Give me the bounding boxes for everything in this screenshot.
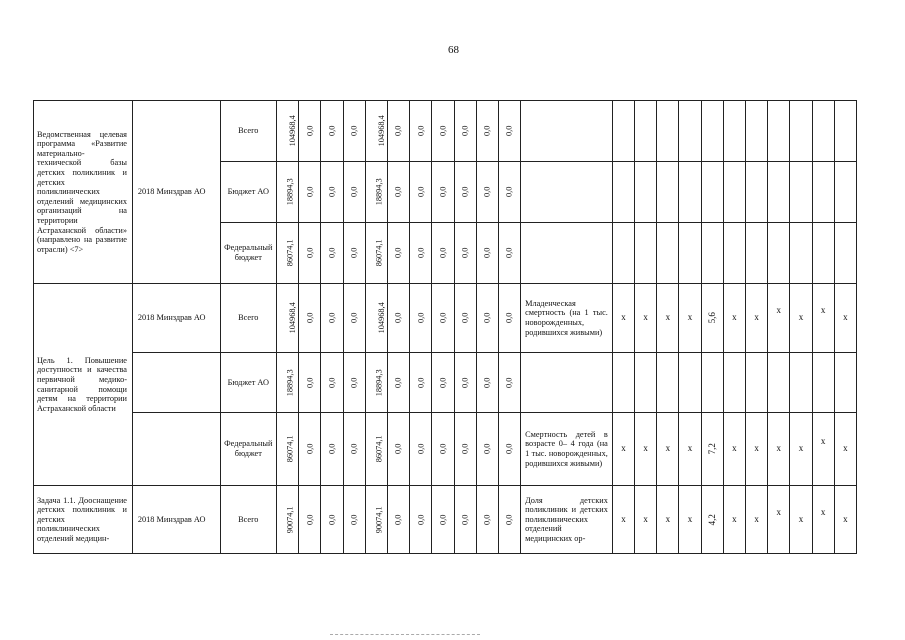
target-cell xyxy=(679,223,701,284)
value-cell: 0,0 xyxy=(387,353,409,413)
value-cell: 0,0 xyxy=(321,353,343,413)
value-cell: 104968,4 xyxy=(365,284,387,353)
target-cell: 5,6 xyxy=(701,284,723,353)
value-cell: 18894,3 xyxy=(365,353,387,413)
target-cell xyxy=(657,223,679,284)
goal-name-cell: Цель 1. Повышение доступности и качества первичной медико-санитарной помощи детям на территории Астраханской области xyxy=(34,284,133,486)
target-cell xyxy=(701,353,723,413)
value-cell: 0,0 xyxy=(454,101,476,162)
value-cell: 0,0 xyxy=(454,284,476,353)
target-cell: х xyxy=(768,413,790,486)
value-cell: 0,0 xyxy=(410,413,432,486)
target-cell: х xyxy=(612,486,634,554)
value-cell: 0,0 xyxy=(299,101,321,162)
value-cell: 0,0 xyxy=(498,353,520,413)
value-cell: 0,0 xyxy=(321,162,343,223)
target-cell: х xyxy=(790,486,812,554)
value-cell: 0,0 xyxy=(343,486,365,554)
target-cell: х xyxy=(679,413,701,486)
value-cell: 0,0 xyxy=(321,284,343,353)
target-cell: х xyxy=(834,284,856,353)
value-cell: 0,0 xyxy=(498,486,520,554)
value-cell: 0,0 xyxy=(476,353,498,413)
value-cell: 86074,1 xyxy=(365,413,387,486)
value-cell: 0,0 xyxy=(454,413,476,486)
value-cell: 0,0 xyxy=(299,284,321,353)
source-label: Бюджет АО xyxy=(220,162,276,223)
value-cell: 0,0 xyxy=(387,413,409,486)
table-row xyxy=(34,101,857,162)
value-cell: 0,0 xyxy=(299,413,321,486)
value-cell: 0,0 xyxy=(476,162,498,223)
target-cell xyxy=(812,223,834,284)
indicator-cell xyxy=(521,223,613,284)
value-cell: 90074,1 xyxy=(277,486,299,554)
year-executor-cell: 2018 Минздрав АО xyxy=(132,101,220,284)
value-cell: 0,0 xyxy=(498,162,520,223)
target-cell xyxy=(834,223,856,284)
value-cell: 0,0 xyxy=(454,223,476,284)
value-cell: 0,0 xyxy=(321,486,343,554)
target-cell: х xyxy=(812,486,834,554)
value-cell: 0,0 xyxy=(432,353,454,413)
target-cell xyxy=(679,162,701,223)
empty-cell xyxy=(132,353,220,413)
value-cell: 0,0 xyxy=(387,284,409,353)
target-cell xyxy=(679,101,701,162)
target-cell xyxy=(657,162,679,223)
value-cell: 0,0 xyxy=(410,284,432,353)
value-cell: 0,0 xyxy=(476,486,498,554)
value-cell: 0,0 xyxy=(343,162,365,223)
value-cell: 18894,3 xyxy=(277,162,299,223)
value-cell: 0,0 xyxy=(299,223,321,284)
target-cell xyxy=(790,353,812,413)
target-cell xyxy=(834,353,856,413)
target-cell: х xyxy=(612,284,634,353)
target-cell: х xyxy=(790,413,812,486)
target-cell xyxy=(723,353,745,413)
target-cell xyxy=(612,101,634,162)
target-cell: х xyxy=(723,486,745,554)
source-label: Федеральный бюджет xyxy=(220,223,276,284)
source-label: Федеральный бюджет xyxy=(220,413,276,486)
source-label: Бюджет АО xyxy=(220,353,276,413)
target-cell xyxy=(834,101,856,162)
value-cell: 0,0 xyxy=(410,101,432,162)
indicator-cell xyxy=(521,101,613,162)
target-cell: х xyxy=(679,284,701,353)
target-cell: х xyxy=(635,284,657,353)
target-cell: х xyxy=(834,486,856,554)
value-cell: 0,0 xyxy=(454,353,476,413)
table-row xyxy=(34,284,857,353)
target-cell xyxy=(612,162,634,223)
target-cell xyxy=(612,223,634,284)
target-cell xyxy=(768,162,790,223)
value-cell: 0,0 xyxy=(410,223,432,284)
indicator-cell xyxy=(521,162,613,223)
value-cell: 0,0 xyxy=(432,162,454,223)
value-cell: 18894,3 xyxy=(365,162,387,223)
value-cell: 0,0 xyxy=(432,284,454,353)
target-cell: х xyxy=(657,413,679,486)
value-cell: 0,0 xyxy=(476,284,498,353)
value-cell: 0,0 xyxy=(454,162,476,223)
value-cell: 0,0 xyxy=(387,162,409,223)
target-cell xyxy=(768,223,790,284)
value-cell: 90074,1 xyxy=(365,486,387,554)
target-cell: х xyxy=(657,284,679,353)
value-cell: 0,0 xyxy=(432,101,454,162)
target-cell xyxy=(790,162,812,223)
value-cell: 0,0 xyxy=(410,162,432,223)
value-cell: 0,0 xyxy=(343,284,365,353)
target-cell xyxy=(635,353,657,413)
value-cell: 0,0 xyxy=(321,101,343,162)
value-cell: 0,0 xyxy=(299,162,321,223)
indicator-cell: Младенческая смертность (на 1 тыс. новорожденных, родившихся живыми) xyxy=(521,284,613,353)
target-cell: х xyxy=(812,413,834,486)
target-cell xyxy=(701,223,723,284)
value-cell: 86074,1 xyxy=(277,223,299,284)
value-cell: 0,0 xyxy=(299,353,321,413)
value-cell: 0,0 xyxy=(387,223,409,284)
target-cell xyxy=(701,162,723,223)
value-cell: 0,0 xyxy=(432,223,454,284)
value-cell: 0,0 xyxy=(498,101,520,162)
target-cell xyxy=(701,101,723,162)
target-cell xyxy=(635,162,657,223)
target-cell xyxy=(834,162,856,223)
target-cell xyxy=(745,101,767,162)
value-cell: 104968,4 xyxy=(277,101,299,162)
target-cell: х xyxy=(745,413,767,486)
target-cell xyxy=(745,353,767,413)
value-cell: 104968,4 xyxy=(365,101,387,162)
value-cell: 0,0 xyxy=(410,353,432,413)
value-cell: 0,0 xyxy=(321,223,343,284)
value-cell: 18894,3 xyxy=(277,353,299,413)
value-cell: 0,0 xyxy=(498,223,520,284)
target-cell: х xyxy=(635,413,657,486)
scan-artifact xyxy=(330,634,480,637)
value-cell: 104968,4 xyxy=(277,284,299,353)
target-cell: х xyxy=(745,284,767,353)
target-cell xyxy=(768,101,790,162)
target-cell: х xyxy=(745,486,767,554)
value-cell: 0,0 xyxy=(387,101,409,162)
target-cell: х xyxy=(812,284,834,353)
source-label: Всего xyxy=(220,101,276,162)
table-row xyxy=(34,413,857,486)
target-cell xyxy=(723,162,745,223)
table-row xyxy=(34,353,857,413)
target-cell: х xyxy=(768,284,790,353)
target-cell xyxy=(657,101,679,162)
year-executor-cell: 2018 Минздрав АО xyxy=(132,284,220,353)
target-cell xyxy=(635,223,657,284)
source-label: Всего xyxy=(220,284,276,353)
target-cell: х xyxy=(635,486,657,554)
value-cell: 0,0 xyxy=(387,486,409,554)
target-cell: 4,2 xyxy=(701,486,723,554)
budget-table xyxy=(33,100,857,554)
target-cell xyxy=(790,223,812,284)
target-cell xyxy=(812,101,834,162)
page-number: 68 xyxy=(448,44,459,56)
value-cell: 0,0 xyxy=(476,223,498,284)
target-cell: х xyxy=(679,486,701,554)
value-cell: 0,0 xyxy=(432,486,454,554)
value-cell: 0,0 xyxy=(321,413,343,486)
value-cell: 0,0 xyxy=(299,486,321,554)
target-cell: х xyxy=(657,486,679,554)
value-cell: 0,0 xyxy=(343,353,365,413)
target-cell xyxy=(812,353,834,413)
value-cell: 0,0 xyxy=(343,223,365,284)
value-cell: 0,0 xyxy=(454,486,476,554)
target-cell xyxy=(768,353,790,413)
target-cell: х xyxy=(790,284,812,353)
value-cell: 0,0 xyxy=(476,101,498,162)
target-cell: х xyxy=(768,486,790,554)
value-cell: 0,0 xyxy=(432,413,454,486)
indicator-cell xyxy=(521,353,613,413)
value-cell: 0,0 xyxy=(343,101,365,162)
empty-cell xyxy=(132,413,220,486)
table-row xyxy=(34,486,857,554)
target-cell xyxy=(812,162,834,223)
target-cell: х xyxy=(723,284,745,353)
target-cell: х xyxy=(834,413,856,486)
target-cell xyxy=(657,353,679,413)
target-cell xyxy=(745,162,767,223)
indicator-cell: Смертность детей в возрасте 0– 4 года (на 1 тыс. новорожденных, родившихся живыми) xyxy=(521,413,613,486)
value-cell: 0,0 xyxy=(498,284,520,353)
target-cell: х xyxy=(612,413,634,486)
value-cell: 0,0 xyxy=(410,486,432,554)
target-cell xyxy=(790,101,812,162)
indicator-cell: Доля детских поликлиник и детских поликлинических отделений медицинских ор- xyxy=(521,486,613,554)
value-cell: 86074,1 xyxy=(365,223,387,284)
program-name-cell: Ведомственная целевая программа «Развитие материально-технической базы детских поликлиник и детских поликлинических отделений медицинских организаций на территории Астраханской области» (направлено на развитие отрасли) <7> xyxy=(34,101,133,284)
value-cell: 0,0 xyxy=(343,413,365,486)
target-cell xyxy=(723,223,745,284)
year-executor-cell: 2018 Минздрав АО xyxy=(132,486,220,554)
value-cell: 86074,1 xyxy=(277,413,299,486)
target-cell xyxy=(679,353,701,413)
target-cell xyxy=(612,353,634,413)
target-cell: х xyxy=(723,413,745,486)
target-cell: 7,2 xyxy=(701,413,723,486)
source-label: Всего xyxy=(220,486,276,554)
value-cell: 0,0 xyxy=(476,413,498,486)
task-name-cell: Задача 1.1. Дооснащение детских поликлиник и детских поликлинических отделений медицин- xyxy=(34,486,133,554)
target-cell xyxy=(635,101,657,162)
target-cell xyxy=(723,101,745,162)
target-cell xyxy=(745,223,767,284)
value-cell: 0,0 xyxy=(498,413,520,486)
